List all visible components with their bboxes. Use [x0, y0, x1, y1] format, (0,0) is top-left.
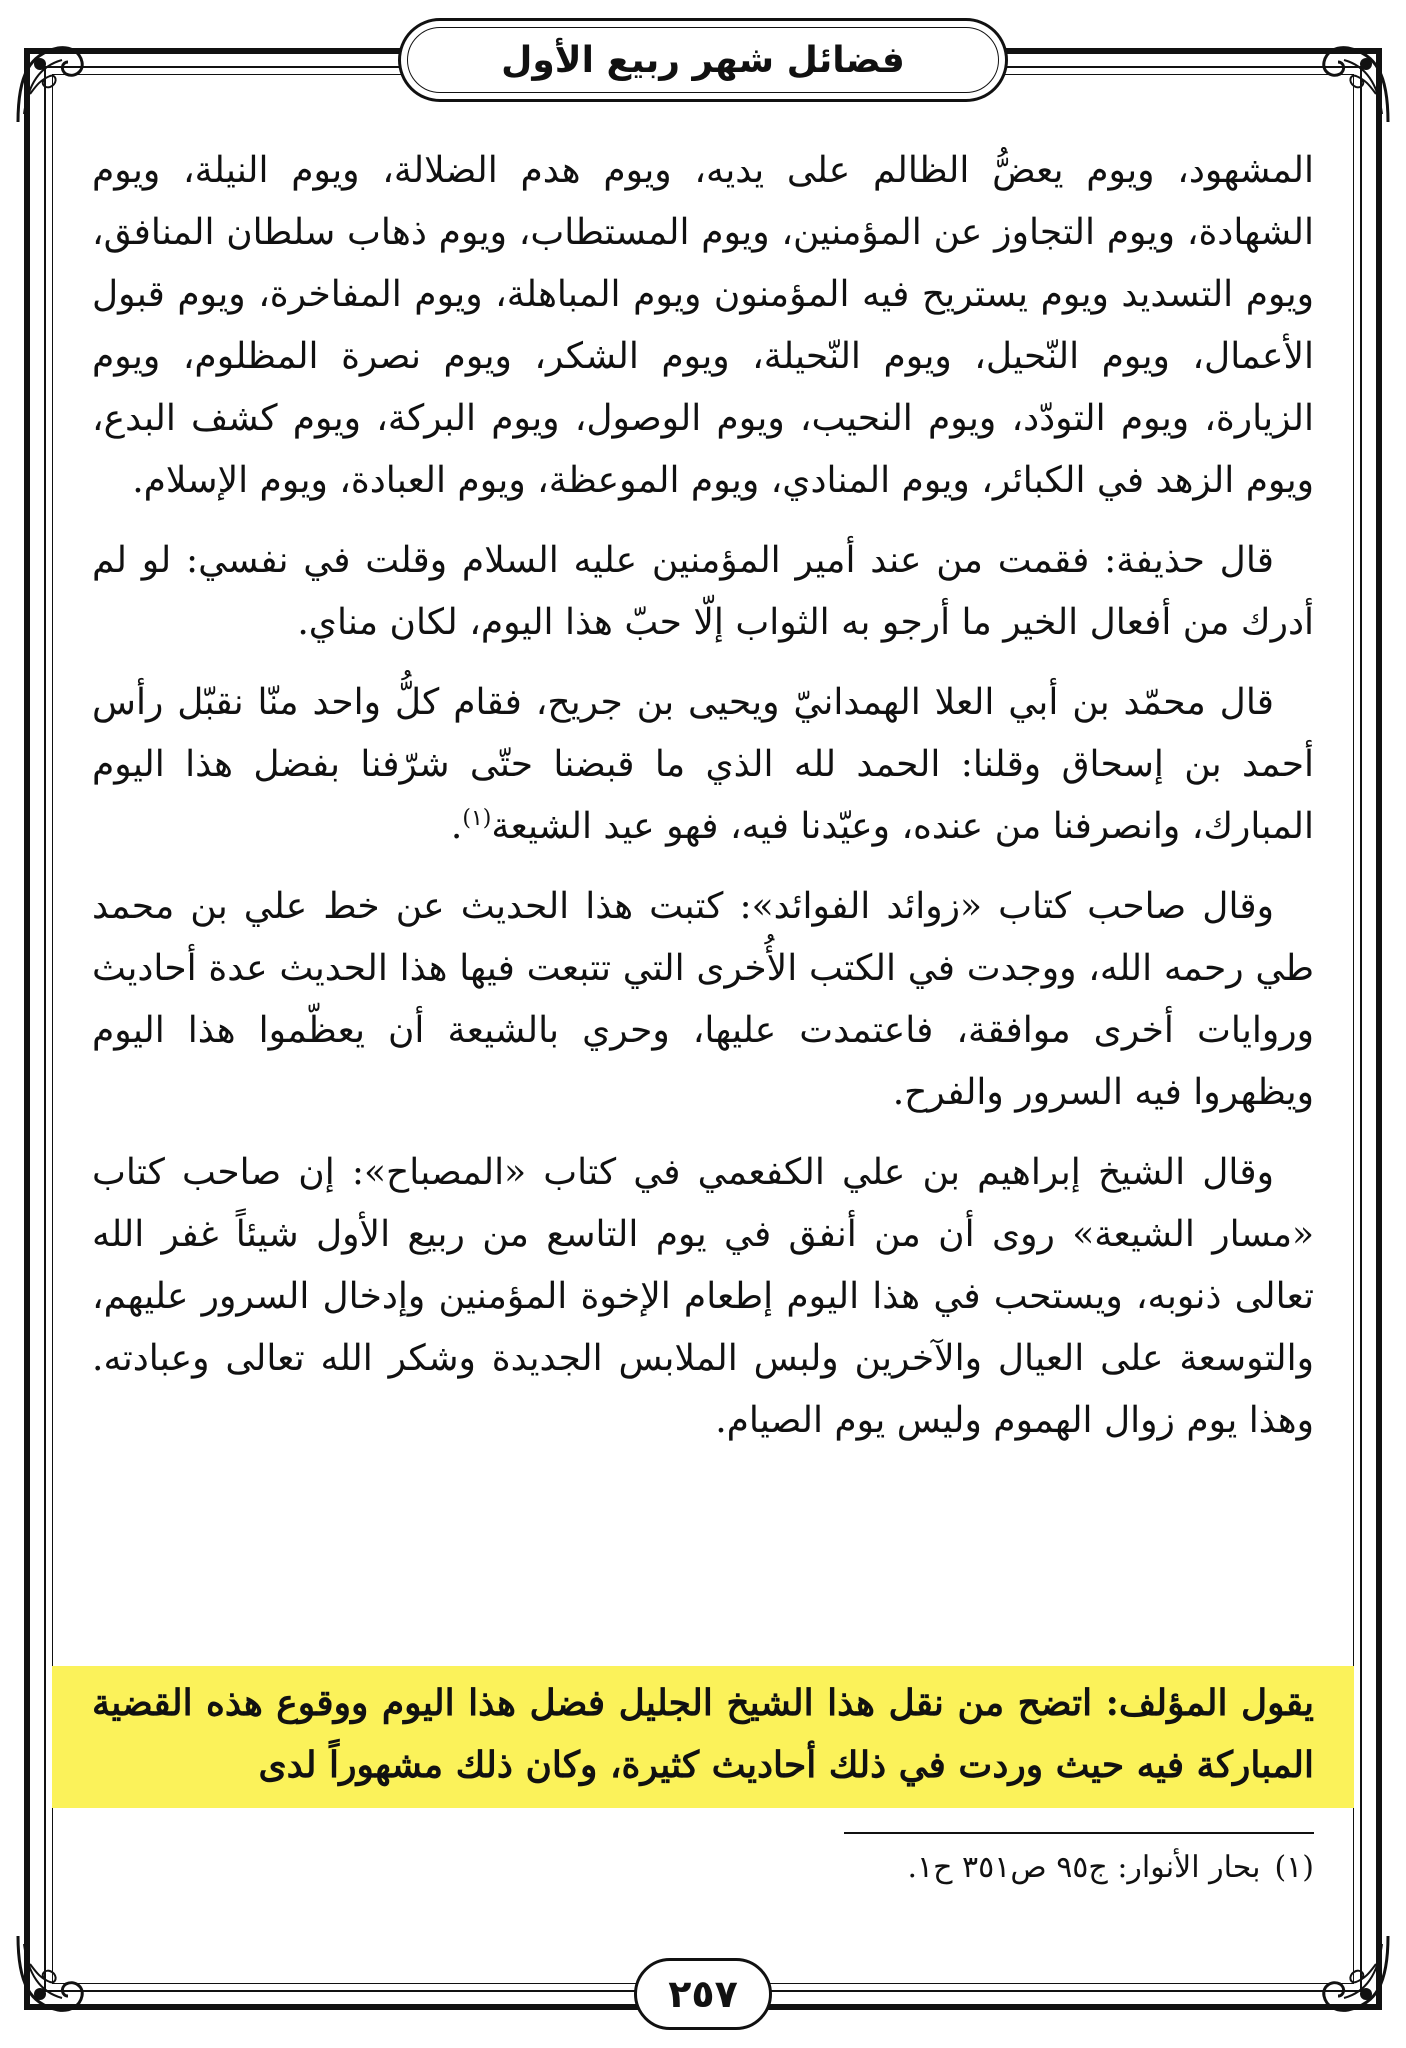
page-number-cartouche: [634, 1958, 772, 2030]
paragraph-text: قال محمّد بن أبي العلا الهمدانيّ ويحيى بن جريح، فقام كلُّ واحد منّا نقبّل رأس أحمد بن إسحاق وقلنا: الحمد لله الذي ما قبضنا حتّى شرّفنا بفضل هذا اليوم المبارك، وانصرفنا من عنده، وعيّدنا فيه، فهو عيد الشيعة: [92, 682, 1314, 847]
footnote-text: بحار الأنوار: ج٩٥ ص٣٥١ ح١.: [907, 1850, 1261, 1885]
corner-ornament-icon: [1300, 1928, 1396, 2024]
footnote-divider: [844, 1832, 1314, 1834]
corner-ornament-icon: [10, 1928, 106, 2024]
footnote: [92, 1846, 1314, 1890]
footnote-reference[interactable]: (١): [462, 806, 492, 831]
page-header: [398, 18, 1008, 102]
corner-ornament-icon: [1300, 34, 1396, 130]
paragraph: قال حذيفة: فقمت من عند أمير المؤمنين عليه السلام وقلت في نفسي: لو لم أدرك من أفعال الخير ما أرجو به الثواب إلّا حبّ هذا اليوم، لكان مناي.: [92, 540, 1314, 643]
paragraph: وقال الشيخ إبراهيم بن علي الكفعمي في كتاب «المصباح»: إن صاحب كتاب «مسار الشيعة» روى أن من أنفق في يوم التاسع من ربيع الأول شيئاً غفر الله تعالى ذنوبه، ويستحب في هذا اليوم إطعام الإخوة المؤمنين وإدخال السرور عليهم، والتوسعة على العيال والآخرين ولبس الملابس الجديدة وشكر الله تعالى وعبادته. وهذا يوم زوال الهموم وليس يوم الصيام.: [92, 1152, 1314, 1441]
corner-ornament-icon: [10, 34, 106, 130]
footnote-number: (١): [1274, 1850, 1314, 1885]
main-text: [92, 140, 1314, 1470]
paragraph: [92, 672, 1314, 858]
paragraph-end: .: [450, 806, 463, 847]
page-title: فضائل شهر ربيع الأول: [501, 39, 905, 81]
paragraph: المشهود، ويوم يعضُّ الظالم على يديه، ويوم هدم الضلالة، ويوم النيلة، ويوم الشهادة، ويوم التجاوز عن المؤمنين، ويوم المستطاب، ويوم ذهاب سلطان المنافق، ويوم التسديد ويوم يستريح فيه المؤمنون ويوم المباهلة، ويوم المفاخرة، ويوم قبول الأعمال، ويوم النّحيل، ويوم النّحيلة، ويوم الشكر، ويوم نصرة المظلوم، ويوم الزيارة، ويوم التودّد، ويوم النحيب، ويوم الوصول، ويوم البركة، ويوم كشف البدع، ويوم الزهد في الكبائر، ويوم المنادي، ويوم الموعظة، ويوم العبادة، ويوم الإسلام.: [92, 150, 1314, 501]
highlighted-paragraph: يقول المؤلف: اتضح من نقل هذا الشيخ الجليل فضل هذا اليوم ووقوع هذه القضية المباركة فيه حيث وردت في ذلك أحاديث كثيرة، وكان ذلك مشهوراً لدى: [92, 1682, 1314, 1786]
paragraph: وقال صاحب كتاب «زوائد الفوائد»: كتبت هذا الحديث عن خط علي بن محمد طي رحمه الله، ووجدت في الكتب الأُخرى التي تتبعت فيها هذا الحديث عدة أحاديث وروايات أخرى موافقة، فاعتمدت عليها، وحري بالشيعة أن يعظّموا هذا اليوم ويظهروا فيه السرور والفرح.: [92, 886, 1314, 1113]
page-number: ٢٥٧: [668, 1972, 738, 2016]
